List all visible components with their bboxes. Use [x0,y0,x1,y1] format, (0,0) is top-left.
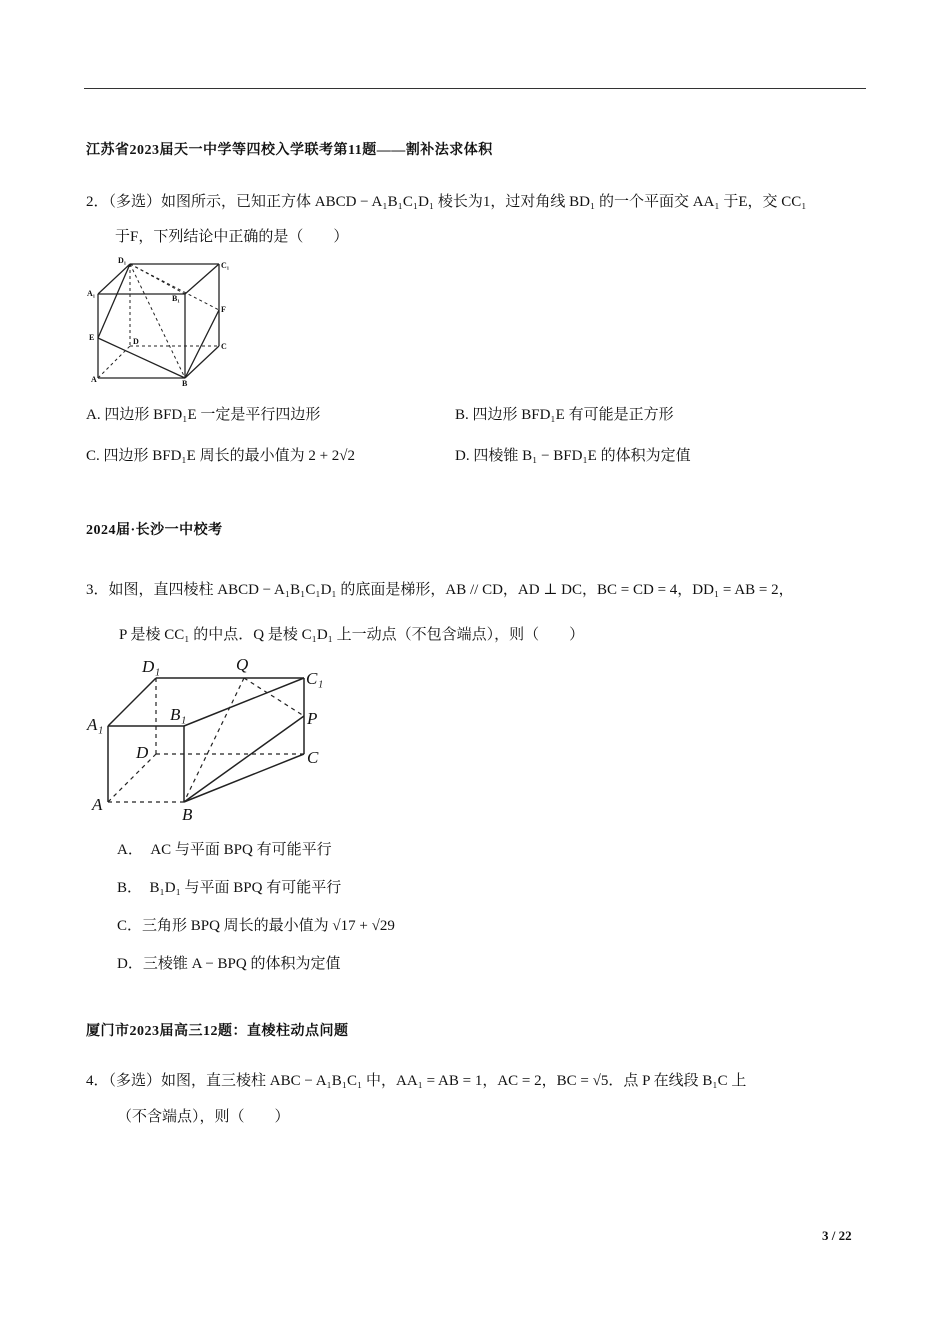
question-2-line1: 2．（多选）如图所示，已知正方体 ABCD − A₁B₁C₁D₁ 棱长为1，过对角线 BD₁ 的一个平面交 AA₁ 于E，交 CC₁ [86,194,807,210]
edge-a1d1 [108,678,156,726]
page-number: 3 / 22 [822,1228,852,1243]
option-3c: C．三角形 BPQ 周长的最小值为 √17 + √29 [117,918,395,934]
option-3a: A． AC 与平面 BPQ 有可能平行 [117,842,332,858]
label-d1: D₁ [118,256,127,265]
option-2c: C. 四边形 BFD₁E 周长的最小值为 2 + 2√2 [86,448,356,464]
option-2d: D. 四棱锥 B₁ − BFD₁E 的体积为定值 [455,448,691,464]
label-c1: C₁ [221,261,230,270]
label-d: D [133,337,139,346]
cube-figure [86,254,236,386]
label-d1: D₁ [142,657,161,676]
edge-b1c1 [184,678,304,726]
option-2b: B. 四边形 BFD₁E 有可能是正方形 [455,407,674,423]
edge-eb [98,338,185,378]
label-b: B [182,379,188,386]
hidden-d1b [130,264,185,378]
option-3b: B． B₁D₁ 与平面 BPQ 有可能平行 [117,880,342,896]
question-2-line2: 于F，下列结论中正确的是（ ） [115,229,349,245]
question-4-line1: 4．（多选）如图，直三棱柱 ABC − A₁B₁C₁ 中，AA₁ = AB = 1，AC = 2，BC = √5．点 P 在线段 B₁C 上 [86,1073,747,1089]
question-4-line2: （不含端点），则（ ） [117,1109,290,1125]
edge-cb [185,346,219,378]
label-d: D [136,743,149,762]
label-f: F [221,305,226,314]
label-e: E [89,333,95,342]
hidden-ad [98,346,130,378]
edge-bf [185,310,219,378]
edge-b1c1 [185,264,219,294]
label-p: P [307,709,318,728]
option-3d: D．三棱锥 A − BPQ 的体积为定值 [117,956,341,972]
label-a: A [91,375,97,384]
hidden-qb [184,678,244,802]
option-2a: A. 四边形 BFD₁E 一定是平行四边形 [86,407,321,423]
hidden-ad [108,754,156,802]
label-c: C [307,748,319,767]
edge-bp [184,716,304,802]
hidden-d1b1 [130,264,185,294]
edge-a1d1 [98,264,130,294]
edge-cb [184,754,304,802]
label-c: C [221,342,227,351]
section-heading-2: 2024届·长沙一中校考 [86,523,223,538]
section-heading-3: 厦门市2023届高三12题：直棱柱动点问题 [86,1024,349,1039]
label-q: Q [236,655,249,674]
hidden-qp [244,678,304,716]
label-a: A [92,795,103,814]
question-3-line2: P 是棱 CC₁ 的中点．Q 是棱 C₁D₁ 上一动点（不包含端点），则（ ） [119,627,585,643]
section-heading-1: 江苏省2023届天一中学等四校入学联考第11题——割补法求体积 [86,143,493,158]
prism-figure [84,650,334,824]
label-b: B [182,805,193,824]
label-b1: B₁ [172,294,180,303]
header-rule [84,88,866,89]
label-b1: B₁ [170,705,187,724]
label-a1: A₁ [87,289,96,298]
label-c1: C₁ [306,669,324,688]
label-a1: A₁ [87,715,104,734]
question-3-line1: 3．如图，直四棱柱 ABCD − A₁B₁C₁D₁ 的底面是梯形，AB // CD，AD ⊥ DC，BC = CD = 4，DD₁ = AB = 2， [86,582,794,598]
hidden-d1f [130,264,219,310]
edge-d1e [98,264,130,338]
